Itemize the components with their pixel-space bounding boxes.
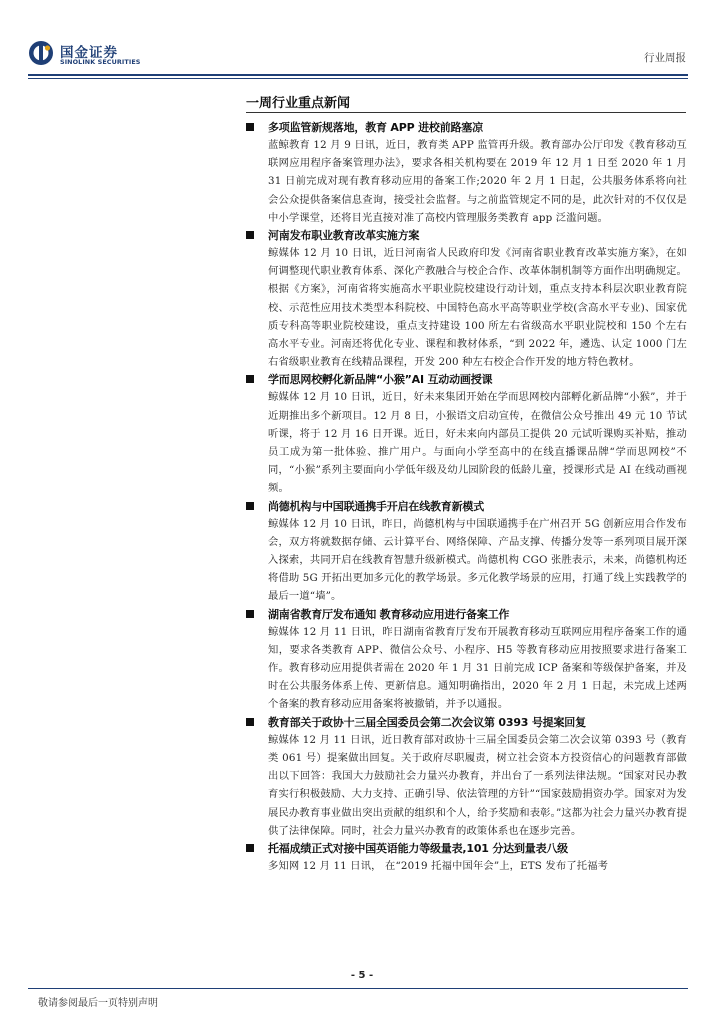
news-body: 鲸媒体 12 月 10 日讯，近日河南省人民政府印发《河南省职业教育改革实施方案》，在如何调整现代职业教育体系、深化产教融合与校企合作、改革体制机制等方面作出明确规定。根据《方案》，河南省将实施高水平职业院校建设行动计划，重点支持本科层次职业教育院校、示范性应用技术类型本科院校、中国特色高水平高等职业学校(含高水平专业)、国家优质专科高等职业院校建设，重点支持建设 100 所左右省级高水平职业院校和 150 个左右高水平专业。河南还将优化专业、课程和教材体系，“到 2022 年，遴选、认定 1000 门左右省级职业教育在线精品课程，开发 200 种左右校企合作开发的地方特色教材。 — [268, 247, 687, 369]
news-item — [246, 498, 687, 606]
news-body: 鲸媒体 12 月 11 日讯，近日教育部对政协十三届全国委员会第二次会议第 0393 号（教育类 061 号）提案做出回复。关于政府尽职履责，树立社会资本方投资信心的问题教育部做出以下回答：我国大力鼓励社会力量兴办教育，并出台了一系列法律法规。“国家对民办教育实行积极鼓励、大力支持、正确引导、依法管理的方针”“国家鼓励捐资办学。国家对为发展民办教育事业做出突出贡献的组织和个人，给予奖励和表彰。”这都为社会力量兴办教育提供了法律保障。同时，社会力量兴办教育的政策体系也在逐步完善。 — [268, 733, 687, 837]
section-divider — [246, 112, 686, 113]
news-title: 河南发布职业教育改革实施方案 — [268, 229, 420, 243]
news-item — [246, 714, 687, 840]
header-divider — [28, 74, 688, 76]
news-item — [246, 227, 687, 371]
news-heading — [246, 606, 687, 623]
news-title: 多项监管新规落地，教育 APP 进校前路塞凉 — [268, 121, 483, 134]
company-logo — [28, 40, 158, 70]
news-body: 鲸媒体 12 月 10 日讯，昨日，尚德机构与中国联通携手在广州召开 5G 创新应用合作发布会，双方将就数据存储、云计算平台、网络保障、产品支撑、传播分发等一系列项目展开深入探索，共同开启在线教育智慧升级新模式。尚德机构 CGO 张胜表示，未来，尚德机构还将借助 5G 开拓出更加多元化的教学场景。多元化教学场景的应用，打通了线上实践教学的最后一道“墙”。 — [268, 517, 687, 603]
news-item — [246, 119, 687, 227]
logo-english-name: SINOLINK SECURITIES — [60, 58, 141, 66]
square-bullet-icon — [246, 231, 254, 239]
news-item — [246, 371, 687, 497]
logo-chinese-name: 国金证券 — [60, 45, 118, 61]
footer-disclaimer: 敬请参阅最后一页特别声明 — [38, 998, 158, 1009]
news-title: 托福成绩正式对接中国英语能力等级量表,101 分达到量表八级 — [268, 841, 568, 855]
news-item — [246, 606, 687, 714]
square-bullet-icon — [246, 375, 254, 383]
news-title: 学而思网校孵化新品牌“小猴”AI 互动动画授课 — [268, 373, 493, 387]
news-title: 教育部关于政协十三届全国委员会第二次会议第 0393 号提案回复 — [268, 715, 586, 729]
sinolink-logo-icon — [28, 40, 54, 66]
news-body: 鲸媒体 12 月 10 日讯，近日，好未来集团开始在学而思网校内部孵化新品牌“小猴”，并于近期推出多个新项目。12 月 8 日，小猴语文启动宣传，在微信公众号推出 49 元 10 节试听课，将于 12 月 16 日开课。近日，好未来向内部员工提供 20 元试听课购买补贴，推动员工成为第一批体验、推广用户。与面向小学至高中的在线直播课品牌“学而思网校”不同，“小猴”系列主要面向小学低年级及幼儿园阶段的低龄儿童，授课形式是 AI 在线动画视频。 — [268, 391, 687, 495]
news-title: 尚德机构与中国联通携手开启在线教育新模式 — [268, 499, 484, 513]
square-bullet-icon — [246, 123, 254, 131]
square-bullet-icon — [246, 718, 254, 726]
news-heading — [246, 119, 687, 136]
news-heading — [246, 840, 687, 857]
news-title: 湖南省教育厅发布通知 教育移动应用进行备案工作 — [268, 607, 510, 621]
news-heading — [246, 498, 687, 515]
square-bullet-icon — [246, 502, 254, 510]
square-bullet-icon — [246, 610, 254, 618]
news-item — [246, 840, 687, 875]
page-number: - 5 - — [350, 970, 374, 981]
news-body: 多知网 12 月 11 日讯， 在“2019 托福中国年会”上，ETS 发布了托福考 — [268, 859, 609, 872]
news-body: 蓝鲸教育 12 月 9 日讯，近日，教育类 APP 监管再升级。教育部办公厅印发《教育移动互联网应用程序备案管理办法》，要求各相关机构要在 2019 年 12 月 1 日至 2020 年 1 月 31 日前完成对现有教育移动应用的备案工作;2020 年 2 月 1 日起，公共服务体系将向社会公众提供备案信息查询，接受社会监督。与之前监管规定不同的是，此次针对的不仅仅是中小学课堂，还将目光直接对准了高校内管理服务类教育 app 泛滥问题。 — [268, 139, 687, 224]
news-heading — [246, 714, 687, 731]
footer-divider — [28, 988, 688, 989]
square-bullet-icon — [246, 844, 254, 852]
news-heading — [246, 371, 687, 388]
header-divider-thin — [28, 78, 688, 79]
news-heading — [246, 227, 687, 244]
report-type-label: 行业周报 — [644, 52, 686, 64]
news-body: 鲸媒体 12 月 11 日讯，昨日湖南省教育厅发布开展教育移动互联网应用程序备案工作的通知，要求各类教育 APP、微信公众号、小程序、H5 等教育移动应用按照要求进行备案工作。教育移动应用提供者需在 2020 年 1 月 31 日前完成 ICP 备案和等级保护备案，并及时在公共服务体系上传、更新信息。通知明确指出，2020 年 2 月 1 日起，未完成上述两个备案的教育移动应用备案将被撤销，并予以通报。 — [268, 625, 687, 711]
news-list — [246, 119, 687, 875]
section-title: 一周行业重点新闻 — [246, 96, 351, 111]
